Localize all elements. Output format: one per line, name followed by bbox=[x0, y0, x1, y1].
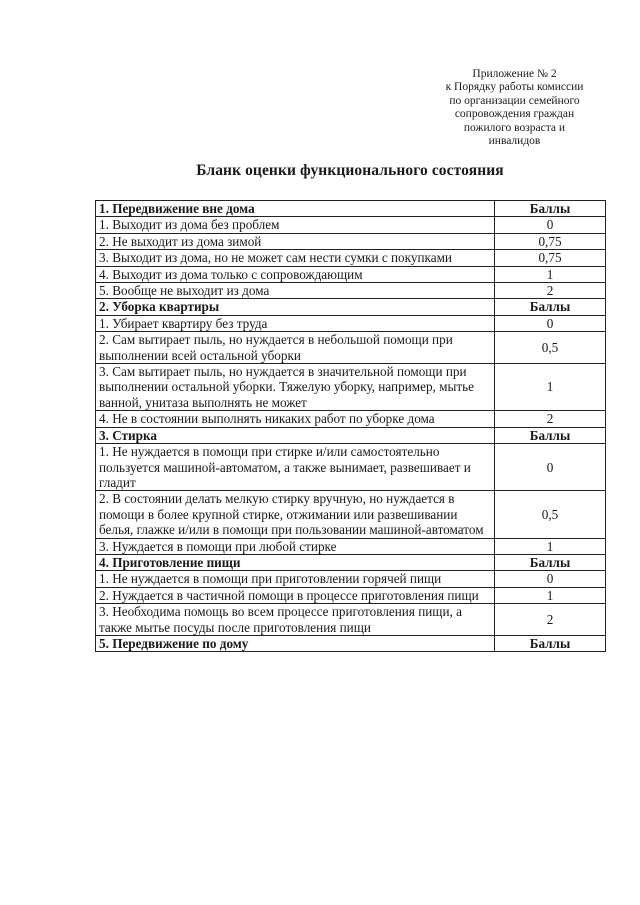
criterion-text: 2. Сам вытирает пыль, но нуждается в небольшой помощи при выполнении всей остальной уборки bbox=[96, 332, 495, 364]
section-heading: 4. Приготовление пищи bbox=[96, 554, 495, 570]
criterion-text: 3. Необходима помощь во всем процессе приготовления пищи, а также мытье посуды после приготовления пищи bbox=[96, 604, 495, 636]
table-row bbox=[96, 571, 606, 587]
points-value: 2 bbox=[495, 604, 606, 636]
table-row bbox=[96, 444, 606, 491]
points-column-header: Баллы bbox=[495, 299, 606, 315]
table-row bbox=[96, 411, 606, 427]
criterion-text: 3. Выходит из дома, но не может сам нести сумки с покупками bbox=[96, 250, 495, 266]
appendix-line: пожилого возраста и bbox=[463, 121, 566, 134]
criterion-text: 1. Не нуждается в помощи при стирке и/или самостоятельно пользуется машиной-автоматом, а также вынимает, развешивает и гладит bbox=[96, 444, 495, 491]
points-value: 0,5 bbox=[495, 491, 606, 538]
document-title: Бланк оценки функционального состояния bbox=[196, 162, 504, 179]
criterion-text: 3. Сам вытирает пыль, но нуждается в значительной помощи при выполнении остальной уборки. Тяжелую уборку, например, мытье ванной, унитаза выполнять не может bbox=[96, 364, 495, 411]
criterion-text: 2. Не выходит из дома зимой bbox=[96, 233, 495, 249]
points-value: 0,5 bbox=[495, 332, 606, 364]
table-row bbox=[96, 250, 606, 266]
points-value: 2 bbox=[495, 411, 606, 427]
section-header-row bbox=[96, 554, 606, 570]
table-row bbox=[96, 538, 606, 554]
section-heading: 2. Уборка квартиры bbox=[96, 299, 495, 315]
appendix-line: к Порядку работы комиссии bbox=[445, 81, 584, 94]
points-value: 0,75 bbox=[495, 233, 606, 249]
criterion-text: 2. Нуждается в частичной помощи в процессе приготовления пищи bbox=[96, 587, 495, 603]
criterion-text: 1. Выходит из дома без проблем bbox=[96, 217, 495, 233]
appendix-line: Приложение № 2 bbox=[472, 68, 557, 80]
points-value: 1 bbox=[495, 538, 606, 554]
criterion-text: 3. Нуждается в помощи при любой стирке bbox=[96, 538, 495, 554]
assessment-table bbox=[95, 200, 606, 652]
criterion-text: 2. В состоянии делать мелкую стирку вручную, но нуждается в помощи в более крупной стирке, отжимании или развешивании белья, глажке и/или в помощи при пользовании машиной-автоматом bbox=[96, 491, 495, 538]
points-column-header: Баллы bbox=[495, 554, 606, 570]
points-value: 1 bbox=[495, 266, 606, 282]
appendix-note bbox=[432, 68, 597, 148]
section-heading: 5. Передвижение по дому bbox=[96, 635, 495, 651]
points-value: 2 bbox=[495, 283, 606, 299]
points-value: 0 bbox=[495, 217, 606, 233]
points-column-header: Баллы bbox=[495, 201, 606, 217]
section-header-row bbox=[96, 201, 606, 217]
section-heading: 1. Передвижение вне дома bbox=[96, 201, 495, 217]
points-value: 1 bbox=[495, 364, 606, 411]
criterion-text: 1. Не нуждается в помощи при приготовлении горячей пищи bbox=[96, 571, 495, 587]
criterion-text: 4. Не в состоянии выполнять никаких работ по уборке дома bbox=[96, 411, 495, 427]
table-row bbox=[96, 604, 606, 636]
table-row bbox=[96, 266, 606, 282]
points-value: 1 bbox=[495, 587, 606, 603]
appendix-line: инвалидов bbox=[488, 135, 541, 148]
points-value: 0 bbox=[495, 315, 606, 331]
points-value: 0,75 bbox=[495, 250, 606, 266]
criterion-text: 5. Вообще не выходит из дома bbox=[96, 283, 495, 299]
table-row bbox=[96, 315, 606, 331]
table-row bbox=[96, 217, 606, 233]
criterion-text: 4. Выходит из дома только с сопровождающим bbox=[96, 266, 495, 282]
points-value: 0 bbox=[495, 444, 606, 491]
table-row bbox=[96, 364, 606, 411]
table-row bbox=[96, 233, 606, 249]
table-row bbox=[96, 491, 606, 538]
appendix-line: сопровождения граждан bbox=[454, 108, 575, 121]
points-column-header: Баллы bbox=[495, 635, 606, 651]
table-row bbox=[96, 283, 606, 299]
table-row bbox=[96, 587, 606, 603]
section-heading: 3. Стирка bbox=[96, 427, 495, 443]
section-header-row bbox=[96, 635, 606, 651]
section-header-row bbox=[96, 427, 606, 443]
criterion-text: 1. Убирает квартиру без труда bbox=[96, 315, 495, 331]
table-row bbox=[96, 332, 606, 364]
points-column-header: Баллы bbox=[495, 427, 606, 443]
points-value: 0 bbox=[495, 571, 606, 587]
section-header-row bbox=[96, 299, 606, 315]
appendix-line: по организации семейного bbox=[449, 94, 580, 107]
